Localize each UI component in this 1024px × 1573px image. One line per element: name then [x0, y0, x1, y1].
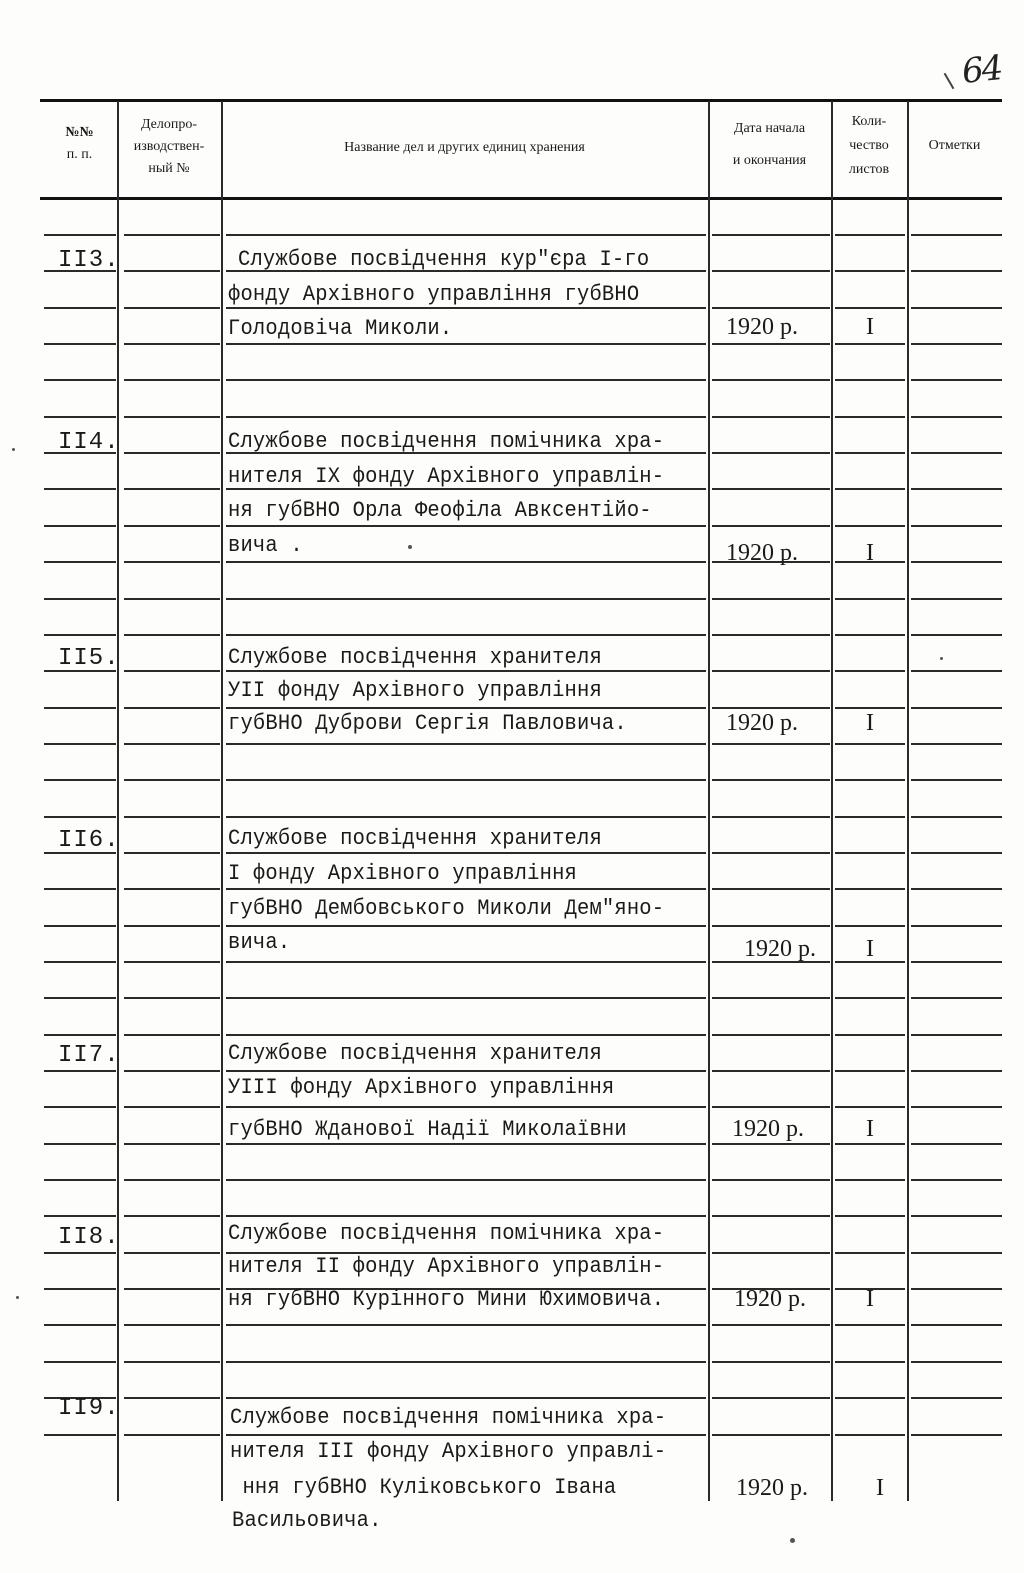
row-title-line: УІІІ фонду Архівного управління: [228, 1075, 615, 1100]
row-title-line: ння губВНО Куліковського Івана: [230, 1475, 617, 1500]
row-number: II6.: [58, 827, 120, 854]
ruled-line: [911, 488, 1002, 490]
ruled-line: [911, 997, 1002, 999]
ruled-line: [835, 1179, 905, 1181]
row-sheets: I: [866, 936, 874, 962]
ruled-line: [226, 1434, 706, 1436]
ruled-line: [712, 1324, 830, 1326]
ruled-line: [124, 1179, 220, 1181]
row-date: 1920 р.: [726, 314, 798, 340]
header-sheets-line-3: листов: [848, 162, 890, 177]
row-title-line: губВНО Дембовського Миколи Дем"яно-: [228, 896, 665, 921]
row-title-line: УІІ фонду Архівного управління: [228, 678, 602, 703]
ruled-line: [911, 1434, 1002, 1436]
paper-speck: [940, 657, 943, 660]
ruled-line: [226, 416, 706, 418]
ruled-line: [712, 1361, 830, 1363]
ruled-line: [124, 634, 220, 636]
row-sheets: I: [866, 1116, 874, 1142]
row-title-line: вича.: [228, 930, 291, 955]
ruled-line: [911, 1034, 1002, 1036]
ruled-line: [44, 1106, 116, 1108]
ruled-line: [44, 379, 116, 381]
row-number: II7.: [58, 1042, 120, 1069]
ruled-line: [226, 234, 706, 236]
ruled-line: [124, 598, 220, 600]
ruled-line: [44, 961, 116, 963]
ruled-line: [124, 707, 220, 709]
ruled-line: [835, 1397, 905, 1399]
ruled-line: [124, 379, 220, 381]
ruled-line: [835, 1361, 905, 1363]
ruled-line: [712, 1397, 830, 1399]
ruled-line: [226, 525, 706, 527]
header-sheets: [831, 111, 907, 181]
ruled-line: [835, 270, 905, 272]
ruled-line: [44, 1324, 116, 1326]
ruled-line: [835, 634, 905, 636]
ruled-line: [911, 525, 1002, 527]
ruled-line: [124, 997, 220, 999]
row-number: II5.: [58, 645, 120, 672]
header-dates-line-2: и окончания: [732, 153, 807, 168]
ruled-line: [835, 888, 905, 890]
ruled-line: [712, 816, 830, 818]
ruled-line: [226, 1397, 706, 1399]
ruled-line: [124, 961, 220, 963]
ruled-line: [124, 816, 220, 818]
ruled-line: [226, 379, 706, 381]
ruled-line: [226, 1106, 706, 1108]
ruled-line: [835, 234, 905, 236]
ruled-line: [226, 961, 706, 963]
ruled-line: [911, 1252, 1002, 1254]
header-notes: Отметки: [928, 138, 981, 153]
ruled-line: [835, 488, 905, 490]
ruled-line: [712, 525, 830, 527]
ruled-line: [712, 1070, 830, 1072]
ruled-line: [124, 1034, 220, 1036]
ruled-line: [124, 234, 220, 236]
ruled-line: [712, 1179, 830, 1181]
ruled-line: [911, 634, 1002, 636]
ruled-line: [226, 1070, 706, 1072]
ruled-line: [911, 707, 1002, 709]
ruled-line: [226, 816, 706, 818]
row-title-line: нителя ІІ фонду Архівного управлін-: [228, 1254, 665, 1279]
header-bottom-rule: [40, 197, 1002, 200]
row-title-line: губВНО Жданової Надії Миколаївни: [228, 1117, 627, 1142]
ruled-line: [835, 1070, 905, 1072]
ruled-line: [124, 561, 220, 563]
ruled-line: [226, 1034, 706, 1036]
ruled-line: [911, 1397, 1002, 1399]
col-divider-2: [221, 101, 223, 1501]
ruled-line: [835, 670, 905, 672]
row-sheets: I: [866, 1286, 874, 1312]
ruled-line: [226, 997, 706, 999]
ruled-line: [911, 1070, 1002, 1072]
ruled-line: [712, 634, 830, 636]
ruled-line: [712, 488, 830, 490]
ruled-line: [44, 343, 116, 345]
row-number: II4.: [58, 429, 120, 456]
ruled-line: [712, 925, 830, 927]
ruled-line: [712, 670, 830, 672]
header-number: [42, 122, 117, 166]
row-number: II9.: [58, 1395, 120, 1422]
ruled-line: [124, 852, 220, 854]
paper-speck: [408, 545, 412, 549]
ruled-line: [835, 1215, 905, 1217]
ruled-line: [835, 743, 905, 745]
row-number: II3.: [58, 247, 120, 274]
header-office-line-2: изводствен-: [133, 139, 205, 154]
ruled-line: [44, 925, 116, 927]
header-number-line-2: п. п.: [66, 147, 93, 162]
ruled-line: [911, 961, 1002, 963]
ruled-line: [712, 307, 830, 309]
ruled-line: [124, 416, 220, 418]
ruled-line: [44, 634, 116, 636]
ruled-line: [911, 1324, 1002, 1326]
row-title-line: Службове посвідчення помічника хра-: [228, 429, 665, 454]
ruled-line: [712, 1215, 830, 1217]
ruled-line: [835, 925, 905, 927]
ruled-line: [226, 888, 706, 890]
ruled-line: [911, 670, 1002, 672]
ruled-line: [835, 452, 905, 454]
row-title-line: Васильовича.: [232, 1508, 382, 1533]
ruled-line: [835, 598, 905, 600]
col-divider-1: [117, 101, 119, 1501]
ruled-line: [712, 707, 830, 709]
header-number-line-1: №№: [65, 125, 94, 140]
ruled-line: [44, 779, 116, 781]
ruled-line: [44, 1034, 116, 1036]
ruled-line: [44, 816, 116, 818]
ruled-line: [835, 1106, 905, 1108]
header-top-rule: [40, 99, 1002, 102]
row-title-line: фонду Архівного управління губВНО: [228, 282, 640, 307]
ruled-line: [44, 1288, 116, 1290]
ruled-line: [124, 1288, 220, 1290]
ruled-line: [124, 779, 220, 781]
ruled-line: [226, 343, 706, 345]
ruled-line: [835, 525, 905, 527]
row-sheets: I: [876, 1475, 884, 1501]
ruled-line: [124, 1106, 220, 1108]
ruled-line: [44, 707, 116, 709]
row-date: 1920 р.: [734, 1286, 806, 1312]
ruled-line: [911, 270, 1002, 272]
ruled-line: [44, 307, 116, 309]
ruled-line: [911, 1179, 1002, 1181]
ruled-line: [911, 888, 1002, 890]
ruled-line: [835, 852, 905, 854]
header-sheets-line-1: Коли-: [851, 114, 887, 129]
ruled-line: [44, 416, 116, 418]
row-title-line: Службове посвідчення хранителя: [228, 1041, 602, 1066]
ruled-line: [44, 1434, 116, 1436]
ruled-line: [835, 1324, 905, 1326]
ruled-line: [911, 743, 1002, 745]
ruled-line: [712, 997, 830, 999]
ruled-line: [226, 1215, 706, 1217]
ruled-line: [124, 1143, 220, 1145]
ruled-line: [226, 1361, 706, 1363]
ruled-line: [712, 888, 830, 890]
row-title-line: вича .: [228, 533, 303, 558]
ruled-line: [712, 379, 830, 381]
ruled-line: [911, 452, 1002, 454]
ruled-line: [911, 816, 1002, 818]
row-sheets: I: [866, 710, 874, 736]
ruled-line: [712, 1252, 830, 1254]
ruled-line: [835, 1143, 905, 1145]
ruled-line: [835, 416, 905, 418]
ruled-line: [124, 1361, 220, 1363]
row-title-line: ня губВНО Орла Феофіла Авксентійо-: [228, 498, 652, 523]
ruled-line: [712, 416, 830, 418]
ruled-line: [44, 1070, 116, 1072]
ruled-line: [835, 816, 905, 818]
ruled-line: [44, 1252, 116, 1254]
ruled-line: [712, 779, 830, 781]
ruled-line: [124, 1252, 220, 1254]
row-date: 1920 р.: [726, 540, 798, 566]
folio-mark: [944, 73, 955, 90]
ruled-line: [712, 343, 830, 345]
ruled-line: [226, 925, 706, 927]
row-sheets: I: [866, 314, 874, 340]
ruled-line: [124, 525, 220, 527]
ruled-line: [124, 1324, 220, 1326]
folio-number: 64: [960, 48, 1004, 92]
ruled-line: [44, 1361, 116, 1363]
header-title: Название дел и других единиц хранения: [344, 140, 585, 155]
ruled-line: [911, 598, 1002, 600]
ruled-line: [226, 743, 706, 745]
ruled-line: [712, 1143, 830, 1145]
ruled-line: [712, 452, 830, 454]
ruled-line: [712, 1106, 830, 1108]
header-office-line-3: ный №: [148, 161, 190, 176]
ruled-line: [226, 1324, 706, 1326]
ruled-line: [124, 1070, 220, 1072]
ruled-line: [226, 707, 706, 709]
ruled-line: [911, 1143, 1002, 1145]
ruled-line: [712, 1434, 830, 1436]
paper-speck: [12, 448, 15, 451]
ruled-line: [835, 1034, 905, 1036]
header-sheets-line-2: чество: [849, 138, 889, 153]
ruled-line: [226, 779, 706, 781]
ruled-line: [44, 1179, 116, 1181]
header-office-line-1: Делопро-: [140, 117, 198, 132]
row-date: 1920 р.: [732, 1116, 804, 1142]
col-divider-3: [708, 101, 710, 1501]
ruled-line: [124, 1215, 220, 1217]
ruled-line: [124, 888, 220, 890]
ruled-line: [124, 307, 220, 309]
ruled-line: [44, 598, 116, 600]
header-office-number: [117, 114, 221, 180]
row-title-line: Службове посвідчення хранителя: [228, 645, 602, 670]
ruled-line: [44, 561, 116, 563]
ruled-line: [911, 379, 1002, 381]
ruled-line: [911, 343, 1002, 345]
ruled-line: [124, 925, 220, 927]
ruled-line: [911, 1288, 1002, 1290]
ruled-line: [44, 888, 116, 890]
ruled-line: [835, 707, 905, 709]
ruled-line: [226, 634, 706, 636]
row-title-line: Голодовіча Миколи.: [228, 316, 453, 341]
ruled-line: [44, 1143, 116, 1145]
row-date: 1920 р.: [744, 936, 816, 962]
ruled-line: [124, 452, 220, 454]
ruled-line: [911, 234, 1002, 236]
ruled-line: [124, 743, 220, 745]
row-title-line: І фонду Архівного управління: [228, 861, 577, 886]
header-dates: [708, 118, 831, 172]
ruled-line: [835, 379, 905, 381]
header-dates-line-1: Дата начала: [733, 121, 806, 136]
ruled-line: [911, 561, 1002, 563]
ruled-line: [835, 343, 905, 345]
ruled-line: [835, 1252, 905, 1254]
ruled-line: [124, 1397, 220, 1399]
ruled-line: [44, 234, 116, 236]
row-date: 1920 р.: [736, 1475, 808, 1501]
ruled-line: [911, 852, 1002, 854]
row-sheets: I: [866, 540, 874, 566]
row-title-line: Службове посвідчення помічника хра-: [228, 1221, 665, 1246]
row-title-line: нителя ІХ фонду Архівного управлін-: [228, 464, 665, 489]
ruled-line: [44, 525, 116, 527]
ruled-line: [712, 234, 830, 236]
ruled-line: [911, 1215, 1002, 1217]
ruled-line: [226, 598, 706, 600]
ruled-line: [712, 743, 830, 745]
ruled-line: [226, 561, 706, 563]
ruled-line: [712, 1034, 830, 1036]
row-title-line: губВНО Дуброви Сергія Павловича.: [228, 711, 627, 736]
row-title-line: Службове посвідчення кур"єра І-го: [238, 247, 650, 272]
ruled-line: [835, 1434, 905, 1436]
ruled-line: [835, 779, 905, 781]
ruled-line: [712, 598, 830, 600]
ruled-line: [835, 997, 905, 999]
ruled-line: [712, 270, 830, 272]
ruled-line: [124, 488, 220, 490]
ruled-line: [124, 270, 220, 272]
ruled-line: [911, 925, 1002, 927]
row-title-line: Службове посвідчення помічника хра-: [230, 1405, 667, 1430]
ruled-line: [226, 1179, 706, 1181]
ruled-line: [911, 1361, 1002, 1363]
ruled-line: [124, 670, 220, 672]
row-date: 1920 р.: [726, 710, 798, 736]
ruled-line: [911, 779, 1002, 781]
row-number: II8.: [58, 1224, 120, 1251]
ruled-line: [44, 488, 116, 490]
ruled-line: [835, 307, 905, 309]
ruled-line: [712, 852, 830, 854]
paper-speck: [16, 1296, 19, 1299]
ruled-line: [124, 343, 220, 345]
row-title-line: нителя ІІІ фонду Архівного управлі-: [230, 1439, 667, 1464]
row-title-line: Службове посвідчення хранителя: [228, 826, 602, 851]
ruled-line: [44, 997, 116, 999]
row-title-line: ня губВНО Курінного Мини Юхимовича.: [228, 1287, 665, 1312]
ruled-line: [44, 743, 116, 745]
ruled-line: [44, 1215, 116, 1217]
paper-speck: [790, 1538, 795, 1543]
ruled-line: [226, 852, 706, 854]
ruled-line: [124, 1434, 220, 1436]
ruled-line: [226, 1143, 706, 1145]
ruled-line: [911, 1106, 1002, 1108]
ruled-line: [911, 307, 1002, 309]
ruled-line: [911, 416, 1002, 418]
